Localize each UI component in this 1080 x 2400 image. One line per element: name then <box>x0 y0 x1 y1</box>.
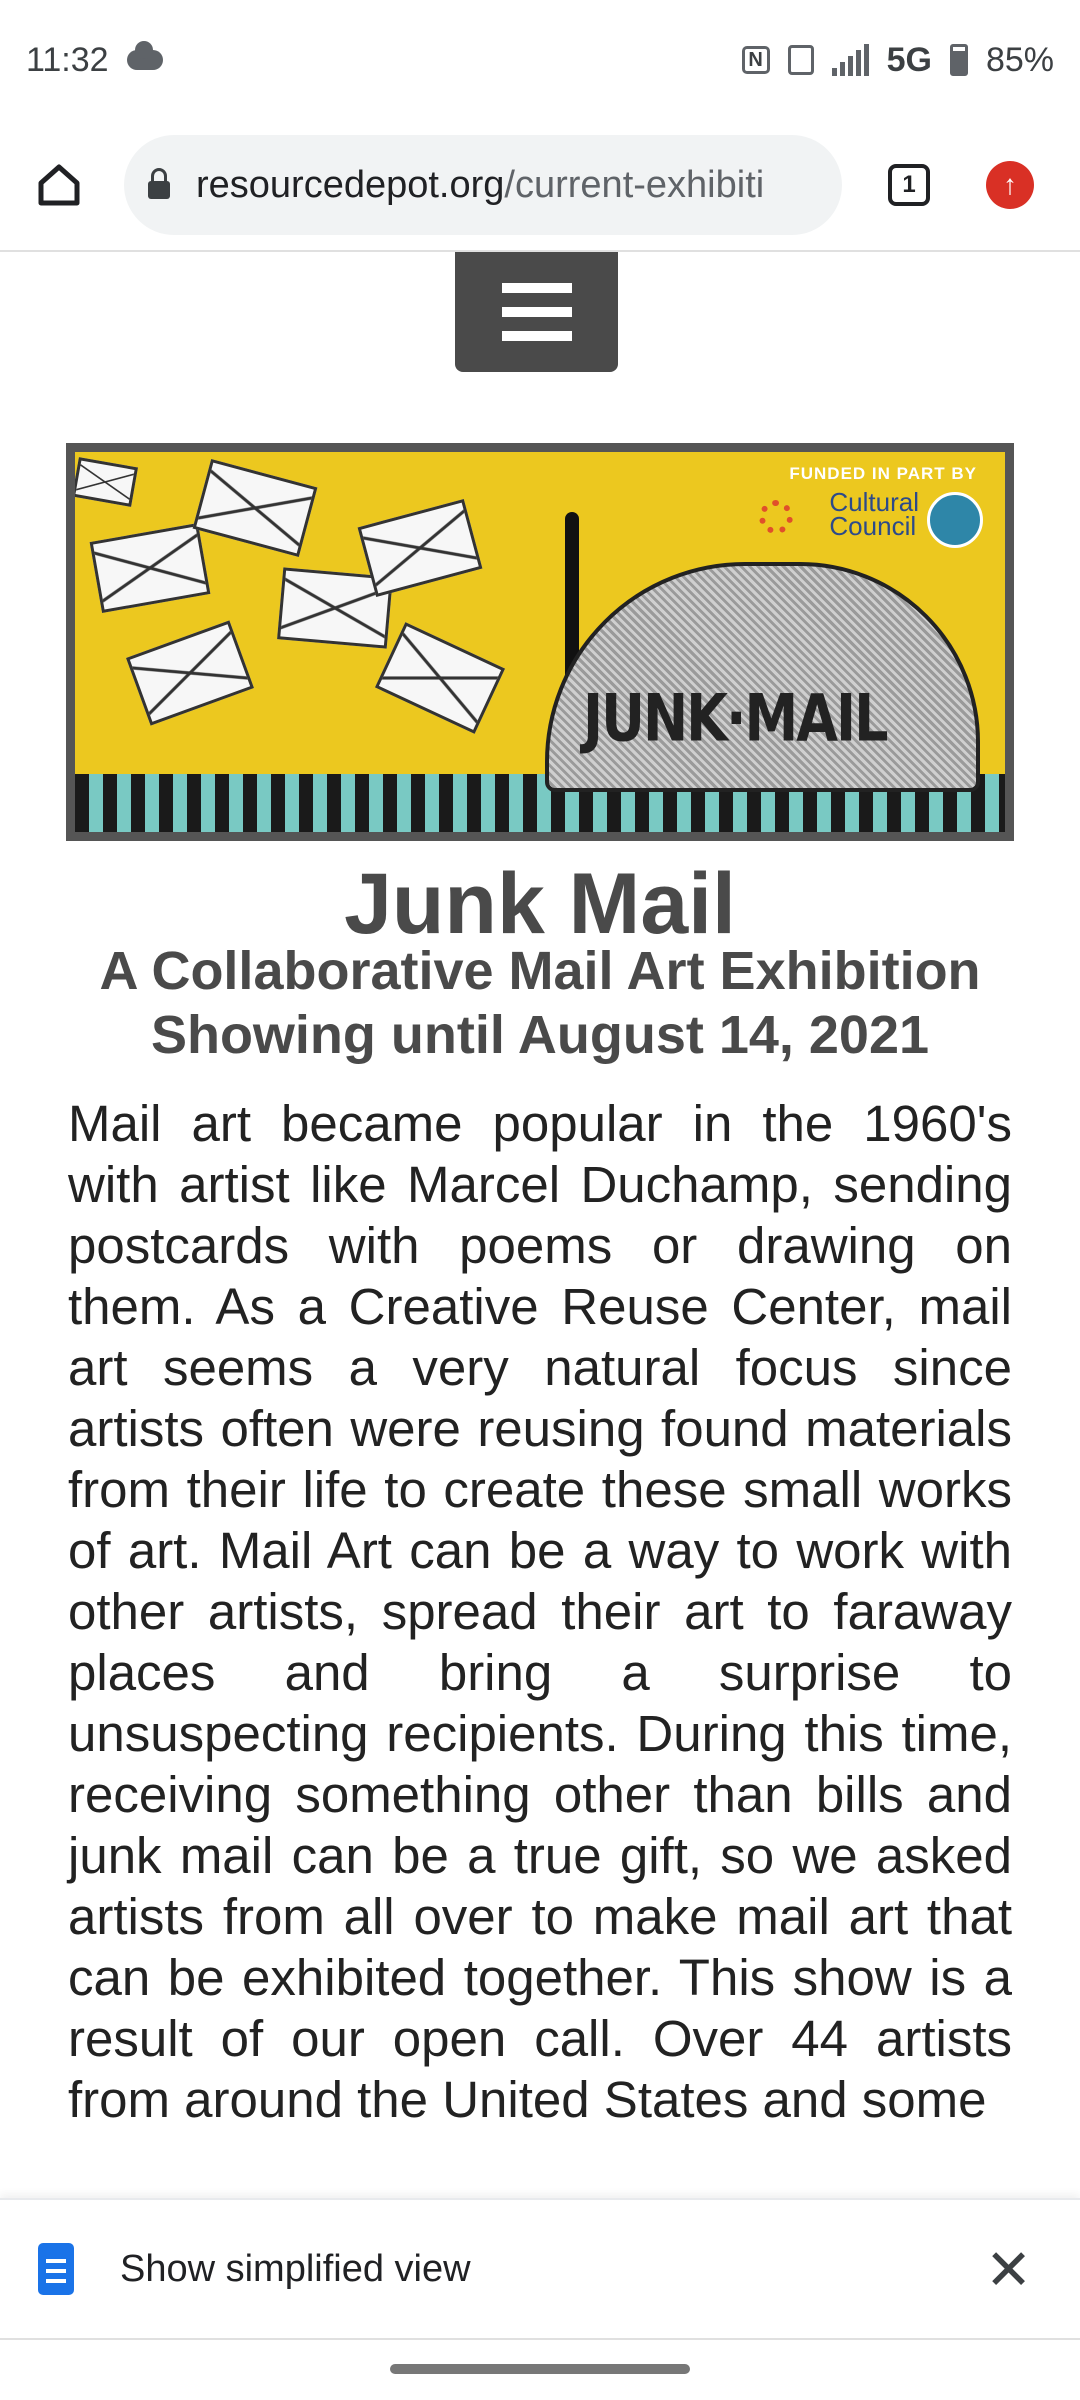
status-right <box>742 41 1054 80</box>
mailbox-illustration <box>545 562 980 792</box>
hamburger-line <box>502 283 572 293</box>
home-button[interactable] <box>26 152 92 218</box>
document-icon <box>38 2243 74 2295</box>
battery-level: 85% <box>985 40 1054 79</box>
exhibition-banner <box>66 443 1014 841</box>
simplified-view-bar[interactable] <box>0 2198 1080 2338</box>
home-icon <box>35 161 83 209</box>
nfc-icon: N <box>742 46 770 74</box>
status-bar <box>0 0 1080 120</box>
cloud-icon <box>127 50 163 70</box>
envelope-icon <box>375 622 505 734</box>
clock: 11:32 <box>26 40 109 79</box>
hamburger-line <box>502 331 572 341</box>
divider <box>0 2338 1080 2340</box>
tab-switcher-button[interactable]: 1 <box>888 164 930 206</box>
browser-toolbar <box>0 120 1080 252</box>
url-path: /current-exhibiti <box>504 163 765 206</box>
gesture-nav-handle[interactable] <box>390 2364 690 2374</box>
funded-text: FUNDED IN PART BY <box>789 464 977 483</box>
signal-icon <box>832 44 869 76</box>
battery-icon <box>950 44 968 76</box>
envelope-icon <box>193 459 318 557</box>
council-line-2: Council <box>829 511 917 541</box>
envelope-icon <box>358 499 483 597</box>
lock-icon <box>148 181 170 199</box>
council-line-1: Cultural <box>829 487 919 517</box>
network-type: 5G <box>886 40 932 79</box>
url-domain: resourcedepot.org <box>196 163 505 206</box>
simplified-view-label[interactable]: Show simplified view <box>120 2247 471 2290</box>
envelope-icon <box>126 620 254 725</box>
url-bar[interactable] <box>124 135 842 235</box>
exhibition-description: Mail art became popular in the 1960's with artist like Marcel Duchamp, sending postcards with poems or drawing on them. As a Creative Reuse Center, mail art seems a very natural focus since artists often were reusing found materials from their life to create these small works of art. Mail Art can be a way to work with other artists, spread their art to faraway places and bring a surprise to unsuspecting recipients. During this time, receiving something other than bills and junk mail can be a true gift, so we asked artists from all over to make mail art that can be exhibited together. This show is a result of our open call. Over 44 artists from around the United States and some <box>68 1095 1012 2128</box>
mailbox-label: JUNK·MAIL <box>583 680 887 757</box>
status-left <box>26 41 163 80</box>
exhibition-dates: Showing until August 14, 2021 <box>150 1005 930 1065</box>
cultural-council-logo <box>759 500 793 534</box>
page-title: Junk Mail <box>344 856 736 952</box>
close-icon[interactable]: ✕ <box>985 2238 1032 2301</box>
envelope-icon <box>90 523 211 613</box>
update-arrow-icon[interactable]: ↑ <box>986 161 1034 209</box>
county-seal-icon <box>927 492 983 548</box>
url-text <box>196 164 764 207</box>
hamburger-line <box>502 307 572 317</box>
site-menu-button[interactable] <box>455 252 618 372</box>
cultural-council-name <box>829 487 919 541</box>
page-subtitle: A Collaborative Mail Art Exhibition <box>99 941 981 1001</box>
vibrate-icon <box>788 45 814 75</box>
envelope-icon <box>72 457 138 507</box>
